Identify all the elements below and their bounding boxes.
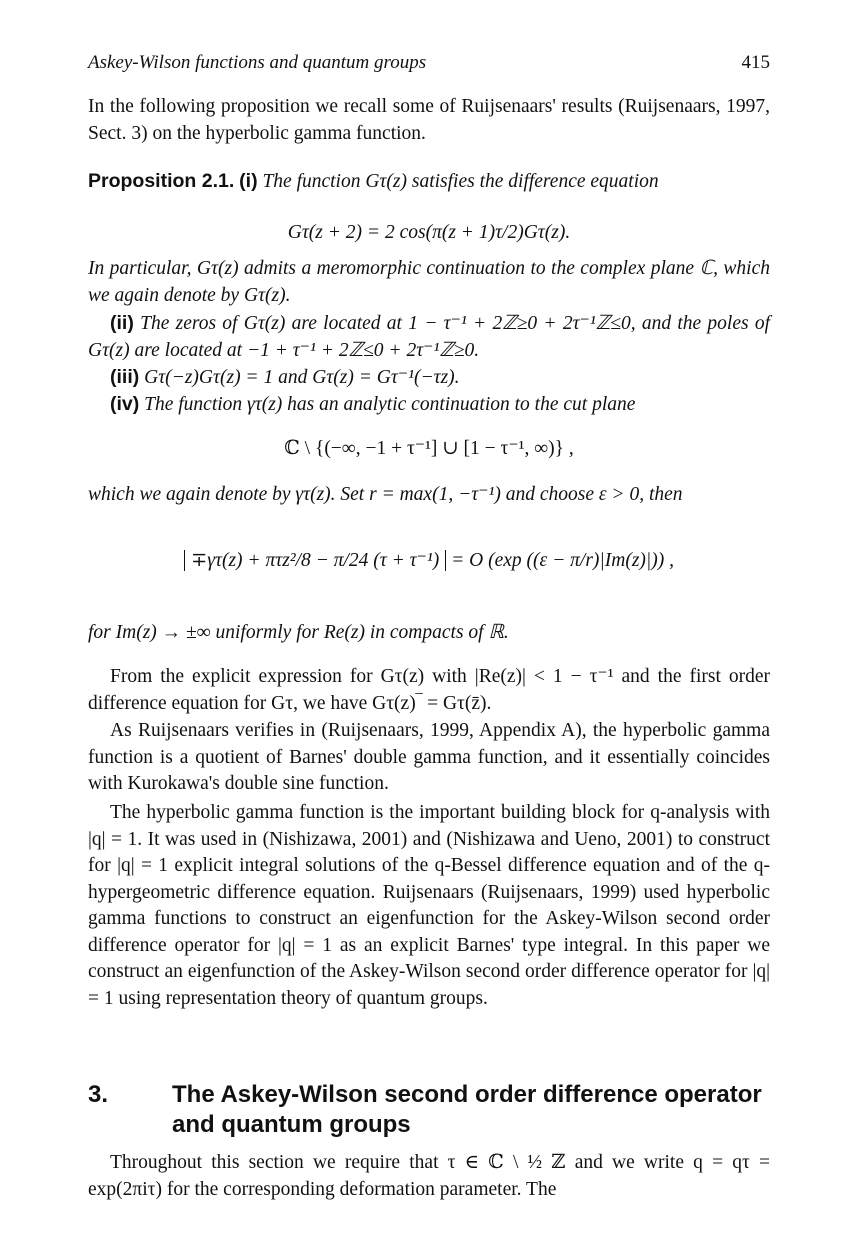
proposition-label: Proposition 2.1. [88,170,235,192]
proposition-part-i [88,168,770,196]
paragraph-barnes: As Ruijsenaars verifies in (Ruijsenaars, 1999, Appendix A), the hyperbolic gamma function is a quotient of Barnes' double gamma function, and it essentially coincides with Kurokawa's double sine function. [88,720,770,794]
equation-asymptotic [88,548,770,572]
section-number: 3. [88,1081,109,1108]
proposition-part-ii [88,310,770,364]
part-iii-text: Gτ(−z)Gτ(z) = 1 and Gτ(z) = Gτ⁻¹(−τz). [144,367,460,388]
equation-cut-plane: ℂ \ {(−∞, −1 + τ⁻¹] ∪ [1 − τ⁻¹, ∞)} , [284,438,574,459]
intro-paragraph: In the following proposition we recall some of Ruijsenaars' results (Ruijsenaars, 1997, Sect. 3) on the hyperbolic gamma function. [88,96,770,144]
page-number: 415 [741,52,770,73]
part-iv-continuation: which we again denote by γτ(z). Set r = max(1, −τ⁻¹) and choose ε > 0, then [88,484,683,505]
equation-difference: Gτ(z + 2) = 2 cos(π(z + 1)τ/2)Gτ(z). [287,222,571,243]
part-iv-text: The function γτ(z) has an analytic continuation to the cut plane [144,394,636,415]
proposition-part-iv [88,391,770,419]
part-i-label: (i) [239,170,258,192]
part-iii-label: (iii) [110,366,140,388]
running-header [88,52,770,74]
section-heading [88,1080,770,1140]
paragraph-conjugate: From the explicit expression for Gτ(z) with |Re(z)| < 1 − τ⁻¹ and the first order difference equation for Gτ, we have Gτ(z)‾ = Gτ(z̄). [88,666,770,714]
paragraph-hyperbolic-gamma: The hyperbolic gamma function is the important building block for q-analysis with |q| = 1. It was used in (Nishizawa, 2001) and (Nishizawa and Ueno, 2001) to construct for |q| = 1 explicit integral solutions of the q-Bessel difference equation and of the q-hypergeometric difference equation. Ruijsenaars (Ruijsenaars, 1999) used hyperbolic gamma functions to construct an eigenfunction for the Askey-Wilson second order difference operator for |q| = 1 as an explicit Barnes' type integral. In this paper we construct an eigenfunction of the Askey-Wilson second order difference operator for |q| = 1 using representation theory of quantum groups. [88,802,770,1009]
part-i-continuation: In particular, Gτ(z) admits a meromorphic continuation to the complex plane ℂ, which we again denote by Gτ(z). [88,258,770,306]
part-ii-text: The zeros of Gτ(z) are located at 1 − τ⁻¹ + 2ℤ≥0 + 2τ⁻¹ℤ≤0, and the poles of Gτ(z) are located at −1 + τ⁻¹ + 2ℤ≤0 + 2τ⁻¹ℤ≥0. [88,313,770,361]
asymptotic-rhs: = O (exp ((ε − π/r)|Im(z)|)) , [451,550,675,571]
running-title: Askey-Wilson functions and quantum groups [88,52,427,73]
proposition-part-iii [88,364,770,392]
asymptotic-lhs: ∓γτ(z) + πτz²/8 − π/24 (τ + τ⁻¹) [184,550,446,571]
section-title: The Askey-Wilson second order difference operator and quantum groups [172,1081,762,1138]
part-iv-label: (iv) [110,393,140,415]
part-iv-end: for Im(z) → ±∞ uniformly for Re(z) in compacts of ℝ. [88,622,509,643]
part-i-text: The function Gτ(z) satisfies the difference equation [262,171,659,192]
section-paragraph: Throughout this section we require that τ ∈ ℂ \ ½ ℤ and we write q = qτ = exp(2πiτ) for the corresponding deformation parameter. The [88,1152,770,1200]
part-ii-label: (ii) [110,312,134,334]
